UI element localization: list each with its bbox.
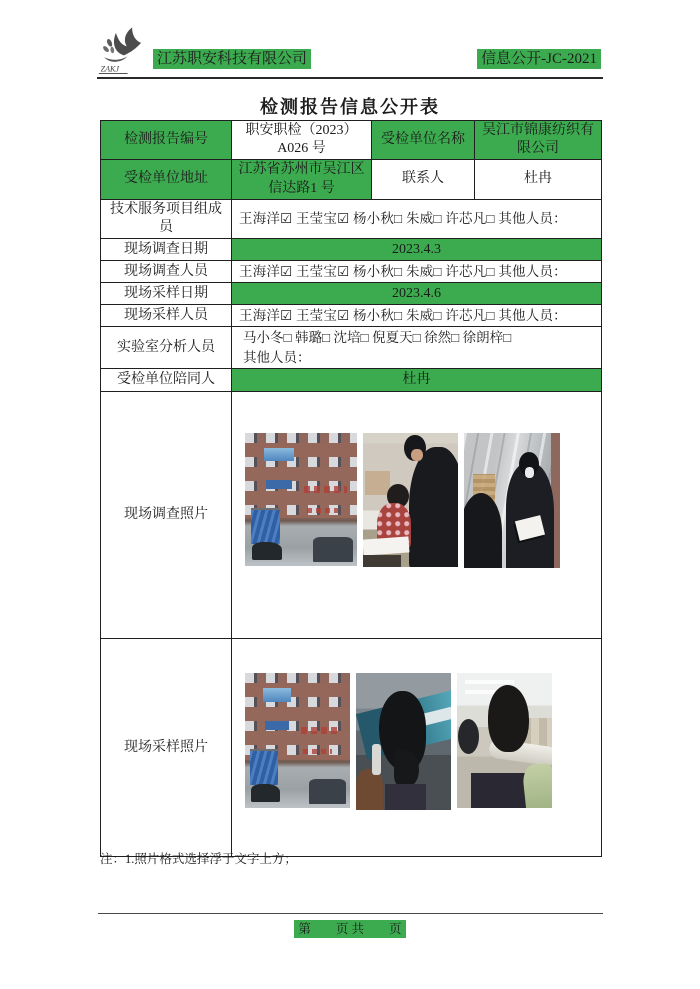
contact-value: 杜冉 (475, 160, 602, 199)
footnote: 注：1.照片格式选择浮于文字上方； (100, 852, 297, 866)
page-header (97, 24, 603, 76)
building-red-signage (301, 727, 341, 734)
second-person-head (458, 719, 479, 754)
sample-photo-worker-at-loom (356, 673, 451, 810)
building-blue-sign (264, 448, 294, 461)
building-windows (245, 433, 357, 518)
inspector-figure (409, 447, 458, 568)
table-row (101, 305, 602, 327)
report-no-label: 检测报告编号 (101, 121, 232, 160)
header-divider (97, 77, 603, 79)
doc-code-text: 信息公开-JC-2021 (477, 49, 601, 69)
parked-van-right (313, 537, 352, 562)
sample-photo-sampling-beside-loom (457, 673, 552, 808)
survey-date-value: 2023.4.3 (232, 239, 602, 261)
survey-staff-label: 现场调查人员 (101, 261, 232, 283)
sample-photo-factory-building (245, 673, 350, 808)
team-members-checkline: 王海洋☑ 王莹宝☑ 杨小秋□ 朱威□ 许芯凡□ 其他人员： (232, 199, 602, 238)
parked-van-right (309, 779, 346, 805)
table-row (101, 239, 602, 261)
unit-name-value: 吴江市锦康纺织有限公司 (475, 121, 602, 160)
escort-label: 受检单位陪同人 (101, 369, 232, 392)
company-logo-bird-icon (97, 24, 151, 76)
footer-divider (98, 913, 603, 914)
table-row (101, 327, 602, 369)
lab-staff-label: 实验室分析人员 (101, 327, 232, 369)
person-right (506, 463, 554, 568)
doc-code (477, 47, 601, 68)
survey-photos-cell (232, 392, 602, 639)
unit-addr-label: 受检单位地址 (101, 160, 232, 199)
company-name (153, 47, 311, 68)
page-number-line (0, 919, 700, 937)
desk-edge (363, 555, 401, 567)
worker-arm (356, 769, 383, 810)
sample-date-value: 2023.4.6 (232, 283, 602, 305)
face-mask (525, 467, 535, 478)
building-blue-sign (263, 688, 291, 702)
report-no-value: 职安职检（2023）A026 号 (232, 121, 372, 160)
table-row (101, 639, 602, 857)
sample-staff-label: 现场采样人员 (101, 305, 232, 327)
survey-photo-factory-building (245, 433, 357, 566)
unit-addr-value: 江苏省苏州市吴江区信达路1 号 (232, 160, 372, 199)
survey-photo-interview-desk (363, 433, 458, 567)
building-roller-door (251, 508, 280, 544)
building-red-signage-2 (303, 749, 332, 754)
sample-staff-checkline: 王海洋☑ 王莹宝☑ 杨小秋□ 朱威□ 许芯凡□ 其他人员： (232, 305, 602, 327)
building-roller-door (250, 749, 277, 785)
building-red-signage-2 (307, 508, 338, 513)
worker-strap (385, 784, 427, 810)
sample-photo-strip (236, 640, 597, 810)
logo-text: ZAKJ (100, 64, 120, 74)
table-row (101, 283, 602, 305)
page-number-text: 第 页 共 页 (294, 920, 405, 938)
sampling-meter (372, 744, 381, 774)
desk-papers (363, 536, 409, 555)
shelf (365, 471, 390, 495)
survey-photo-strip (236, 393, 597, 568)
ceiling-lights (465, 680, 514, 684)
lab-staff-checkline: 马小冬□ 韩璐□ 沈培□ 倪夏天□ 徐然□ 徐朗梓□ (243, 330, 512, 346)
company-name-text: 江苏职安科技有限公司 (153, 49, 311, 69)
unit-name-label: 受检单位名称 (372, 121, 475, 160)
building-blue-banner (266, 480, 292, 489)
lab-staff-other: 其他人员： (243, 349, 311, 365)
worker-head (488, 685, 529, 751)
sample-date-label: 现场采样日期 (101, 283, 232, 305)
page-title: 检测报告信息公开表 (260, 97, 440, 117)
building-red-signage (304, 486, 347, 493)
person-left (464, 493, 502, 569)
parked-car-left (252, 542, 282, 559)
table-row (101, 369, 602, 392)
lab-staff-cell (232, 327, 602, 369)
contact-label: 联系人 (372, 160, 475, 199)
report-table (100, 120, 602, 857)
team-label: 技术服务项目组成员 (101, 199, 232, 238)
survey-staff-checkline: 王海洋☑ 王莹宝☑ 杨小秋□ 朱威□ 许芯凡□ 其他人员： (232, 261, 602, 283)
inspector-face (411, 449, 422, 461)
parked-car-left (251, 784, 279, 802)
survey-photos-label: 现场调查照片 (101, 392, 232, 639)
sample-photos-cell (232, 639, 602, 857)
building-windows (245, 673, 350, 759)
table-row (101, 121, 602, 160)
table-row (101, 261, 602, 283)
building-blue-banner (265, 721, 289, 730)
sample-photos-label: 现场采样照片 (101, 639, 232, 857)
table-row (101, 199, 602, 238)
escort-value: 杜冉 (232, 369, 602, 392)
table-row (101, 392, 602, 639)
survey-date-label: 现场调查日期 (101, 239, 232, 261)
green-sampling-device (521, 762, 552, 808)
worker-ponytail (394, 750, 419, 787)
survey-photo-notebook-review (464, 433, 560, 568)
table-row (101, 160, 602, 199)
